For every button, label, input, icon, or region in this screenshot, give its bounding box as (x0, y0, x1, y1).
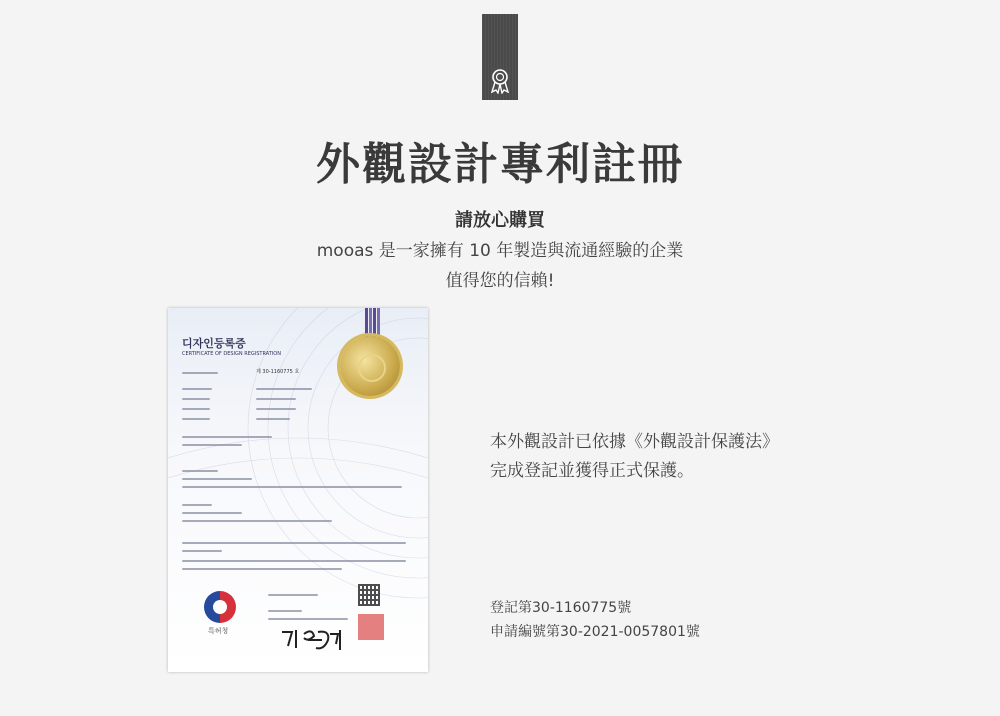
award-ribbon-icon (489, 68, 511, 94)
korea-emblem (204, 591, 236, 623)
certificate-text-line (268, 618, 348, 620)
certificate-text-line (182, 444, 242, 446)
certificate-text-line (182, 568, 342, 570)
certificate-text-line (256, 418, 290, 420)
certificate-text-line (182, 398, 210, 400)
certificate-text-line (182, 512, 242, 514)
certificate-text-line (256, 408, 296, 410)
protection-description-line-1: 本外觀設計已依據《外觀設計保護法》 (490, 432, 779, 452)
certificate-text-line (182, 542, 406, 544)
registration-number: 登記第30-1160775號 (490, 600, 632, 616)
certificate-text-line (182, 418, 210, 420)
certificate-text-line (182, 550, 222, 552)
application-number: 申請編號第30-2021-0057801號 (490, 624, 700, 640)
certificate-agency: 특허청 (208, 627, 229, 635)
certificate-text-line (182, 486, 402, 488)
certificate-text-line (182, 372, 218, 374)
certificate-text-line (268, 594, 318, 596)
page-title: 外觀設計專利註冊 (316, 139, 684, 190)
certificate-title: 디자인등록증 (182, 337, 246, 350)
certificate-registration-no: 제 30-1160775 호 (256, 369, 300, 375)
award-ribbon (482, 14, 518, 100)
certificate-text-line (182, 560, 406, 562)
red-stamp (358, 614, 384, 640)
certificate-text-line (182, 436, 272, 438)
certificate-text-line (268, 610, 302, 612)
certificate-text-line (256, 398, 296, 400)
certificate-text-line (256, 388, 312, 390)
signature (278, 626, 348, 656)
certificate-subtitle: CERTIFICATE OF DESIGN REGISTRATION (182, 351, 281, 357)
certificate-text-line (182, 388, 212, 390)
subtitle-line-1: mooas 是一家擁有 10 年製造與流通經驗的企業 (316, 241, 684, 261)
protection-description (490, 428, 779, 486)
qr-code (358, 584, 380, 606)
subtitle-line-2: 值得您的信賴! (445, 271, 555, 291)
registration-numbers (490, 596, 700, 644)
certificate-image (168, 308, 428, 672)
certificate-text-line (182, 504, 212, 506)
certificate-text-line (182, 408, 210, 410)
certificate-text-line (182, 520, 332, 522)
gold-seal (340, 336, 400, 396)
certificate-text-line (182, 478, 252, 480)
certificate-text-line (182, 470, 218, 472)
protection-description-line-2: 完成登記並獲得正式保護。 (490, 461, 694, 481)
subtitle-heading: 請放心購買 (455, 210, 545, 231)
